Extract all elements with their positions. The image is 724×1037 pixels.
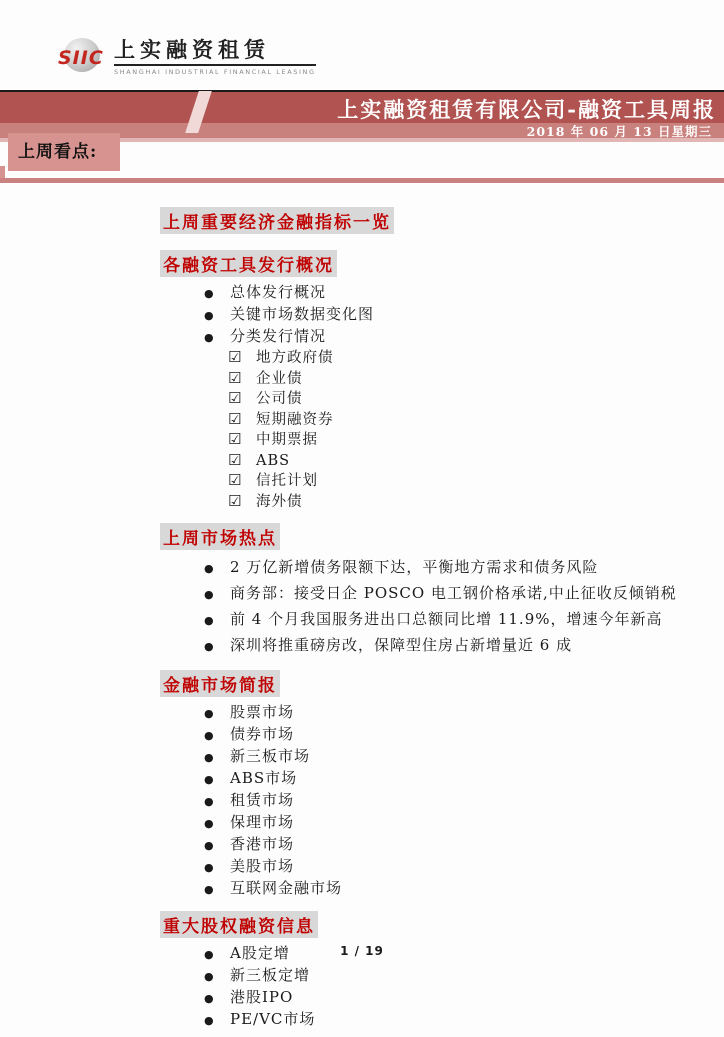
toc-check-item [160,430,700,451]
checked-checkbox-icon: ☑ [228,348,243,366]
toc-item-label: 关键市场数据变化图 [230,305,375,323]
bullet-icon: ● [204,861,215,874]
toc-check-item [160,492,700,513]
toc-check-item [160,348,700,369]
toc-item-label: 股票市场 [230,703,295,721]
bullet-icon: ● [204,287,215,300]
toc-item-label: 地方政府债 [256,350,334,366]
bullet-icon: ● [204,1014,215,1027]
toc-bullet-item [160,878,700,900]
toc-bullet-item [160,1009,700,1031]
toc-bullet-item [160,790,700,812]
bullet-icon: ● [204,970,215,983]
toc-item-label: 总体发行概况 [230,283,327,301]
bullet-icon: ● [204,707,215,720]
toc-item-label: ABS市场 [230,769,298,787]
toc-bullet-item [160,746,700,768]
toc-bullet-item [160,304,700,326]
toc-check-item [160,471,700,492]
bullet-icon: ● [204,773,215,786]
toc-item-label: 企业债 [256,370,303,387]
section-title: 上周重要经济金融指标一览 [160,207,394,234]
bullet-icon: ● [204,817,215,830]
toc-item-label: 港股IPO [230,988,294,1006]
toc-item-label: 美股市场 [230,857,295,875]
toc-item-label: 保理市场 [230,813,295,831]
logo-siic-text: SIIC [58,47,104,69]
section-title: 各融资工具发行概况 [160,250,337,277]
toc-section-issuance-overview [160,245,700,512]
page-number: 1 / 19 [340,944,384,958]
toc-item-label: 公司债 [256,391,303,407]
toc-item-label: 信托计划 [256,473,318,489]
checked-checkbox-icon: ☑ [228,389,243,407]
toc-check-item [160,451,700,472]
section-title: 上周市场热点 [160,523,280,550]
toc-item-label: A股定增 [230,944,290,962]
globe-icon [58,38,106,74]
checked-checkbox-icon: ☑ [228,430,243,448]
toc-item-label: 租赁市场 [230,791,295,809]
toc-bullet-item [160,555,700,581]
toc-bullet-item [160,812,700,834]
report-date: 2018 年 06 月 13 日星期三 [526,124,712,139]
toc-bullet-item [160,581,700,607]
checked-checkbox-icon: ☑ [228,409,243,428]
toc-section-market-hotspots [160,518,700,659]
report-title: 上实融资租赁有限公司-融资工具周报 [337,97,716,122]
toc-bullet-item [160,987,700,1009]
bullet-icon: ● [204,795,215,808]
toc-check-item [160,369,700,390]
highlights-label-box: 上周看点: [8,133,120,171]
toc-item-label: 新三板市场 [230,747,311,765]
bullet-icon: ● [204,588,215,601]
toc-bullet-item [160,326,700,348]
toc-bullet-item [160,768,700,790]
bullet-icon: ● [204,331,215,344]
bullet-icon: ● [204,729,215,742]
section-title: 重大股权融资信息 [160,911,318,938]
toc-section-market-briefs [160,665,700,900]
toc-item-label: 深圳将推重磅房改，保障型住房占新增量近 6 成 [230,636,573,654]
toc-bullet-item [160,856,700,878]
toc-check-item [160,410,700,431]
company-logo [58,38,316,76]
toc-item-label: 2 万亿新增债务限额下达，平衡地方需求和债务风险 [230,558,599,576]
checked-checkbox-icon: ☑ [228,368,243,387]
toc-item-label: 前 4 个月我国服务进出口总额同比增 11.9%，增速今年新高 [230,610,663,628]
toc-bullet-item [160,607,700,633]
bullet-icon: ● [204,992,215,1005]
toc-item-label: 债券市场 [230,725,295,743]
logo-company-caption: SHANGHAI INDUSTRIAL FINANCIAL LEASING [114,68,316,76]
toc-item-label: ABS [256,452,291,469]
toc-bullet-item [160,965,700,987]
toc-section-indicators [160,202,700,239]
toc-check-item [160,389,700,410]
toc-bullet-item [160,702,700,724]
bullet-icon: ● [204,614,215,627]
toc-section-equity-financing [160,906,700,1031]
toc-bullet-item [160,633,700,659]
bullet-icon: ● [204,640,215,653]
toc-bullet-item [160,282,700,304]
bullet-icon: ● [204,839,215,852]
logo-company-name: 上实融资租赁 [114,38,316,66]
header-dark-band [0,90,724,123]
bullet-icon: ● [204,883,215,896]
toc-bullet-item [160,724,700,746]
toc-item-label: 短期融资券 [256,411,334,428]
bullet-icon: ● [204,751,215,764]
toc-item-label: 海外债 [256,493,303,510]
toc-item-label: 分类发行情况 [230,327,327,345]
checked-checkbox-icon: ☑ [228,471,243,489]
toc-item-label: 香港市场 [230,835,295,853]
table-of-contents [160,202,700,1037]
pink-horizontal-rule [0,178,724,183]
checked-checkbox-icon: ☑ [228,491,243,510]
toc-bullet-item [160,834,700,856]
toc-item-label: 中期票据 [256,432,318,448]
bullet-icon: ● [204,948,215,961]
toc-item-label: 新三板定增 [230,966,311,984]
toc-item-label: PE/VC市场 [230,1010,316,1028]
bullet-icon: ● [204,309,215,322]
checked-checkbox-icon: ☑ [228,450,243,469]
section-title: 金融市场简报 [160,670,280,697]
toc-item-label: 商务部：接受日企 POSCO 电工钢价格承诺,中止征收反倾销税 [230,584,677,602]
toc-item-label: 互联网金融市场 [230,879,343,897]
bullet-icon: ● [204,562,215,575]
